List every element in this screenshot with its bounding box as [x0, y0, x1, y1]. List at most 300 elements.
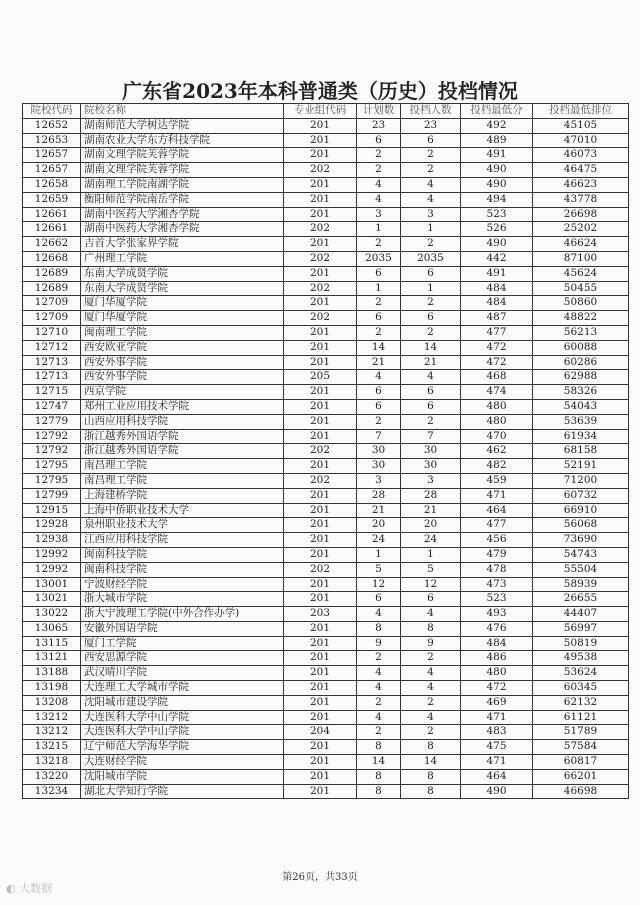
- cell-min-rank: 56997: [533, 621, 629, 636]
- cell-min-rank: 55504: [533, 562, 629, 577]
- table-row: [23, 399, 629, 414]
- table-row: [23, 459, 629, 474]
- cell-school-name: 浙大城市学院: [81, 592, 284, 607]
- cell-school-name: 浙大宁波理工学院(中外合作办学): [81, 607, 284, 622]
- cell-group-code: 203: [284, 607, 357, 622]
- cell-group-code: 201: [284, 429, 357, 444]
- cell-admitted-count: 4: [401, 607, 461, 622]
- cell-min-rank: 46475: [533, 163, 629, 178]
- cell-school-name: 辽宁师范大学海华学院: [81, 740, 284, 755]
- header-min-rank: 投档最低排位: [533, 104, 629, 119]
- cell-plan-count: 6: [357, 266, 401, 281]
- cell-min-score: 480: [461, 666, 533, 681]
- cell-min-score: 471: [461, 710, 533, 725]
- cell-min-score: 491: [461, 266, 533, 281]
- cell-min-score: 472: [461, 340, 533, 355]
- cell-group-code: 201: [284, 577, 357, 592]
- cell-admitted-count: 8: [401, 769, 461, 784]
- cell-school-code: 12792: [23, 444, 81, 459]
- cell-admitted-count: 2: [401, 325, 461, 340]
- cell-min-score: 477: [461, 518, 533, 533]
- cell-school-name: 衡阳师范学院南岳学院: [81, 192, 284, 207]
- cell-school-name: 湖南中医药大学湘杏学院: [81, 222, 284, 237]
- cell-group-code: 202: [284, 163, 357, 178]
- cell-min-rank: 60088: [533, 340, 629, 355]
- table-row: [23, 192, 629, 207]
- cell-plan-count: 30: [357, 459, 401, 474]
- cell-admitted-count: 5: [401, 562, 461, 577]
- cell-school-code: 13065: [23, 621, 81, 636]
- cell-group-code: 201: [284, 592, 357, 607]
- cell-school-code: 12928: [23, 518, 81, 533]
- table-row: [23, 533, 629, 548]
- admission-table: [22, 103, 629, 799]
- table-row: [23, 695, 629, 710]
- cell-school-name: 南昌理工学院: [81, 459, 284, 474]
- header-group-code: 专业组代码: [284, 104, 357, 119]
- cell-group-code: 201: [284, 533, 357, 548]
- cell-group-code: 201: [284, 710, 357, 725]
- cell-min-score: 479: [461, 547, 533, 562]
- cell-min-score: 464: [461, 503, 533, 518]
- cell-min-rank: 61121: [533, 710, 629, 725]
- cell-plan-count: 7: [357, 429, 401, 444]
- cell-plan-count: 4: [357, 370, 401, 385]
- cell-school-code: 12992: [23, 562, 81, 577]
- cell-min-score: 484: [461, 636, 533, 651]
- cell-admitted-count: 2: [401, 148, 461, 163]
- table-row: [23, 311, 629, 326]
- cell-min-score: 490: [461, 177, 533, 192]
- cell-min-score: 487: [461, 311, 533, 326]
- cell-min-score: 459: [461, 473, 533, 488]
- cell-admitted-count: 3: [401, 473, 461, 488]
- cell-group-code: 201: [284, 192, 357, 207]
- cell-admitted-count: 23: [401, 118, 461, 133]
- cell-school-code: 12715: [23, 385, 81, 400]
- cell-group-code: 202: [284, 473, 357, 488]
- table-row: [23, 133, 629, 148]
- cell-group-code: 201: [284, 237, 357, 252]
- cell-school-code: 12792: [23, 429, 81, 444]
- cell-school-name: 南昌理工学院: [81, 473, 284, 488]
- cell-min-rank: 57584: [533, 740, 629, 755]
- cell-admitted-count: 6: [401, 592, 461, 607]
- table-row: [23, 296, 629, 311]
- cell-min-score: 471: [461, 755, 533, 770]
- cell-school-name: 东南大学成贤学院: [81, 281, 284, 296]
- cell-school-name: 西安外事学院: [81, 355, 284, 370]
- cell-school-name: 西京学院: [81, 385, 284, 400]
- cell-min-score: 483: [461, 725, 533, 740]
- table-row: [23, 636, 629, 651]
- cell-school-name: 湖南理工学院南湖学院: [81, 177, 284, 192]
- cell-plan-count: 5: [357, 562, 401, 577]
- cell-min-score: 477: [461, 325, 533, 340]
- cell-school-name: 闽南科技学院: [81, 547, 284, 562]
- cell-min-score: 480: [461, 414, 533, 429]
- cell-school-name: 大连理工大学城市学院: [81, 681, 284, 696]
- cell-plan-count: 20: [357, 518, 401, 533]
- cell-min-score: 472: [461, 355, 533, 370]
- cell-school-code: 12709: [23, 311, 81, 326]
- cell-admitted-count: 4: [401, 177, 461, 192]
- cell-group-code: 202: [284, 251, 357, 266]
- cell-admitted-count: 6: [401, 311, 461, 326]
- cell-admitted-count: 2: [401, 163, 461, 178]
- cell-admitted-count: 24: [401, 533, 461, 548]
- page-title: 广东省2023年本科普通类（历史）投档情况: [122, 79, 518, 103]
- table-row: [23, 666, 629, 681]
- cell-group-code: 201: [284, 784, 357, 799]
- table-row: [23, 222, 629, 237]
- cell-min-rank: 50860: [533, 296, 629, 311]
- cell-admitted-count: 12: [401, 577, 461, 592]
- header-school-name: 院校名称: [81, 104, 284, 119]
- cell-min-rank: 66201: [533, 769, 629, 784]
- cell-plan-count: 21: [357, 503, 401, 518]
- cell-school-code: 12992: [23, 547, 81, 562]
- cell-plan-count: 6: [357, 385, 401, 400]
- table-row: [23, 769, 629, 784]
- cell-plan-count: 3: [357, 473, 401, 488]
- cell-group-code: 201: [284, 755, 357, 770]
- table-row: [23, 488, 629, 503]
- cell-min-score: 482: [461, 459, 533, 474]
- cell-school-name: 厦门工学院: [81, 636, 284, 651]
- cell-min-score: 480: [461, 399, 533, 414]
- cell-group-code: 201: [284, 666, 357, 681]
- table-row: [23, 651, 629, 666]
- table-row: [23, 118, 629, 133]
- cell-min-rank: 51789: [533, 725, 629, 740]
- cell-school-name: 厦门华厦学院: [81, 296, 284, 311]
- cell-school-code: 12795: [23, 473, 81, 488]
- cell-plan-count: 2: [357, 651, 401, 666]
- cell-min-rank: 50455: [533, 281, 629, 296]
- cell-school-name: 沈阳城市学院: [81, 769, 284, 784]
- cell-min-score: 494: [461, 192, 533, 207]
- cell-school-code: 12689: [23, 266, 81, 281]
- cell-min-score: 472: [461, 681, 533, 696]
- cell-plan-count: 30: [357, 444, 401, 459]
- cell-admitted-count: 6: [401, 266, 461, 281]
- table-body: [23, 118, 629, 799]
- cell-school-name: 泉州职业技术大学: [81, 518, 284, 533]
- table-row: [23, 281, 629, 296]
- cell-plan-count: 9: [357, 636, 401, 651]
- cell-school-code: 12795: [23, 459, 81, 474]
- cell-group-code: 201: [284, 325, 357, 340]
- cell-school-name: 大连医科大学中山学院: [81, 725, 284, 740]
- cell-min-score: 476: [461, 621, 533, 636]
- cell-min-score: 456: [461, 533, 533, 548]
- cell-plan-count: 2: [357, 725, 401, 740]
- cell-plan-count: 3: [357, 207, 401, 222]
- cell-min-score: 490: [461, 237, 533, 252]
- cell-group-code: 202: [284, 562, 357, 577]
- table-row: [23, 429, 629, 444]
- cell-min-score: 484: [461, 281, 533, 296]
- cell-group-code: 201: [284, 399, 357, 414]
- cell-min-rank: 56213: [533, 325, 629, 340]
- header-admitted: 投档人数: [401, 104, 461, 119]
- cell-min-rank: 46624: [533, 237, 629, 252]
- cell-admitted-count: 8: [401, 784, 461, 799]
- cell-min-rank: 62988: [533, 370, 629, 385]
- cell-admitted-count: 6: [401, 385, 461, 400]
- table-row: [23, 562, 629, 577]
- table-row: [23, 163, 629, 178]
- table-row: [23, 547, 629, 562]
- header-school-code: 院校代码: [23, 104, 81, 119]
- cell-school-code: 12661: [23, 207, 81, 222]
- cell-min-score: 469: [461, 695, 533, 710]
- table-header-row: [23, 104, 629, 119]
- cell-min-score: 442: [461, 251, 533, 266]
- cell-plan-count: 4: [357, 607, 401, 622]
- cell-group-code: 204: [284, 725, 357, 740]
- cell-admitted-count: 8: [401, 621, 461, 636]
- cell-school-code: 13188: [23, 666, 81, 681]
- cell-plan-count: 2: [357, 148, 401, 163]
- cell-min-score: 471: [461, 488, 533, 503]
- cell-min-rank: 87100: [533, 251, 629, 266]
- cell-group-code: 202: [284, 222, 357, 237]
- cell-school-code: 13212: [23, 725, 81, 740]
- cell-min-rank: 44407: [533, 607, 629, 622]
- cell-admitted-count: 21: [401, 503, 461, 518]
- cell-plan-count: 2: [357, 695, 401, 710]
- table-row: [23, 444, 629, 459]
- cell-school-name: 闽南科技学院: [81, 562, 284, 577]
- cell-school-code: 13198: [23, 681, 81, 696]
- cell-plan-count: 8: [357, 784, 401, 799]
- table-row: [23, 577, 629, 592]
- cell-group-code: 201: [284, 414, 357, 429]
- cell-min-rank: 43778: [533, 192, 629, 207]
- cell-admitted-count: 7: [401, 429, 461, 444]
- cell-school-code: 12662: [23, 237, 81, 252]
- table-row: [23, 607, 629, 622]
- cell-school-name: 闽南理工学院: [81, 325, 284, 340]
- cell-group-code: 201: [284, 459, 357, 474]
- table-row: [23, 518, 629, 533]
- cell-min-score: 523: [461, 207, 533, 222]
- cell-school-name: 上海建桥学院: [81, 488, 284, 503]
- cell-school-code: 12689: [23, 281, 81, 296]
- table-row: [23, 681, 629, 696]
- cell-group-code: 201: [284, 133, 357, 148]
- cell-school-code: 13220: [23, 769, 81, 784]
- cell-group-code: 202: [284, 311, 357, 326]
- cell-min-score: 489: [461, 133, 533, 148]
- table-row: [23, 385, 629, 400]
- cell-school-name: 西安欧亚学院: [81, 340, 284, 355]
- cell-school-code: 12713: [23, 370, 81, 385]
- cell-min-rank: 26655: [533, 592, 629, 607]
- cell-admitted-count: 28: [401, 488, 461, 503]
- table-row: [23, 325, 629, 340]
- cell-min-score: 493: [461, 607, 533, 622]
- cell-plan-count: 4: [357, 681, 401, 696]
- table-row: [23, 725, 629, 740]
- cell-school-code: 12661: [23, 222, 81, 237]
- cell-school-name: 宁波财经学院: [81, 577, 284, 592]
- cell-min-rank: 58939: [533, 577, 629, 592]
- cell-admitted-count: 2: [401, 695, 461, 710]
- cell-admitted-count: 4: [401, 370, 461, 385]
- cell-plan-count: 8: [357, 621, 401, 636]
- watermark-logo: ◐ 大数据: [6, 882, 53, 895]
- cell-min-rank: 71200: [533, 473, 629, 488]
- table-row: [23, 177, 629, 192]
- cell-admitted-count: 14: [401, 340, 461, 355]
- table-row: [23, 266, 629, 281]
- cell-min-rank: 46623: [533, 177, 629, 192]
- cell-group-code: 201: [284, 266, 357, 281]
- cell-admitted-count: 1: [401, 547, 461, 562]
- table-row: [23, 370, 629, 385]
- cell-school-code: 13212: [23, 710, 81, 725]
- cell-school-name: 湖南农业大学东方科技学院: [81, 133, 284, 148]
- cell-admitted-count: 2: [401, 725, 461, 740]
- cell-min-rank: 48822: [533, 311, 629, 326]
- cell-min-score: 526: [461, 222, 533, 237]
- cell-school-name: 东南大学成贤学院: [81, 266, 284, 281]
- cell-plan-count: 1: [357, 547, 401, 562]
- cell-school-name: 武汉晴川学院: [81, 666, 284, 681]
- table-row: [23, 148, 629, 163]
- cell-group-code: 202: [284, 281, 357, 296]
- cell-group-code: 201: [284, 695, 357, 710]
- cell-min-rank: 47010: [533, 133, 629, 148]
- cell-min-score: 490: [461, 163, 533, 178]
- cell-plan-count: 2: [357, 296, 401, 311]
- cell-plan-count: 1: [357, 222, 401, 237]
- cell-min-score: 462: [461, 444, 533, 459]
- cell-school-name: 大连医科大学中山学院: [81, 710, 284, 725]
- cell-school-code: 12657: [23, 163, 81, 178]
- cell-school-code: 12652: [23, 118, 81, 133]
- cell-min-rank: 60732: [533, 488, 629, 503]
- cell-min-rank: 46698: [533, 784, 629, 799]
- table-row: [23, 237, 629, 252]
- cell-min-rank: 54043: [533, 399, 629, 414]
- cell-group-code: 201: [284, 385, 357, 400]
- cell-plan-count: 12: [357, 577, 401, 592]
- cell-min-rank: 73690: [533, 533, 629, 548]
- cell-plan-count: 1: [357, 281, 401, 296]
- cell-school-code: 13001: [23, 577, 81, 592]
- cell-min-rank: 66910: [533, 503, 629, 518]
- cell-plan-count: 4: [357, 177, 401, 192]
- cell-school-name: 湖南中医药大学湘杏学院: [81, 207, 284, 222]
- table-row: [23, 340, 629, 355]
- cell-school-code: 13208: [23, 695, 81, 710]
- cell-plan-count: 6: [357, 311, 401, 326]
- table-row: [23, 621, 629, 636]
- cell-school-code: 12938: [23, 533, 81, 548]
- cell-admitted-count: 6: [401, 399, 461, 414]
- cell-admitted-count: 4: [401, 710, 461, 725]
- cell-min-score: 474: [461, 385, 533, 400]
- cell-min-score: 473: [461, 577, 533, 592]
- cell-school-name: 厦门华厦学院: [81, 311, 284, 326]
- cell-plan-count: 4: [357, 710, 401, 725]
- cell-group-code: 201: [284, 207, 357, 222]
- cell-school-name: 安徽外国语学院: [81, 621, 284, 636]
- cell-school-code: 13234: [23, 784, 81, 799]
- cell-min-rank: 49538: [533, 651, 629, 666]
- cell-min-score: 484: [461, 296, 533, 311]
- cell-min-score: 468: [461, 370, 533, 385]
- cell-min-score: 492: [461, 118, 533, 133]
- cell-min-rank: 25202: [533, 222, 629, 237]
- cell-group-code: 201: [284, 636, 357, 651]
- cell-group-code: 202: [284, 444, 357, 459]
- cell-min-score: 464: [461, 769, 533, 784]
- cell-group-code: 201: [284, 621, 357, 636]
- cell-school-code: 12799: [23, 488, 81, 503]
- cell-school-name: 浙江越秀外国语学院: [81, 444, 284, 459]
- cell-group-code: 201: [284, 681, 357, 696]
- table-row: [23, 740, 629, 755]
- cell-group-code: 201: [284, 518, 357, 533]
- cell-plan-count: 28: [357, 488, 401, 503]
- table-row: [23, 784, 629, 799]
- cell-plan-count: 24: [357, 533, 401, 548]
- cell-admitted-count: 30: [401, 459, 461, 474]
- cell-group-code: 201: [284, 651, 357, 666]
- cell-school-code: 12657: [23, 148, 81, 163]
- cell-school-name: 湖南文理学院芙蓉学院: [81, 148, 284, 163]
- cell-plan-count: 21: [357, 355, 401, 370]
- table-row: [23, 755, 629, 770]
- cell-school-name: 吉首大学张家界学院: [81, 237, 284, 252]
- cell-min-score: 523: [461, 592, 533, 607]
- cell-admitted-count: 2035: [401, 251, 461, 266]
- cell-plan-count: 6: [357, 592, 401, 607]
- cell-group-code: 201: [284, 547, 357, 562]
- cell-school-name: 郑州工业应用技术学院: [81, 399, 284, 414]
- cell-plan-count: 2: [357, 414, 401, 429]
- cell-min-rank: 62132: [533, 695, 629, 710]
- cell-min-score: 478: [461, 562, 533, 577]
- table-row: [23, 414, 629, 429]
- cell-plan-count: 4: [357, 666, 401, 681]
- cell-school-name: 湖南师范大学树达学院: [81, 118, 284, 133]
- cell-min-score: 490: [461, 784, 533, 799]
- cell-min-score: 475: [461, 740, 533, 755]
- cell-group-code: 201: [284, 118, 357, 133]
- cell-plan-count: 2: [357, 325, 401, 340]
- cell-group-code: 201: [284, 296, 357, 311]
- cell-school-code: 12659: [23, 192, 81, 207]
- cell-school-code: 12710: [23, 325, 81, 340]
- cell-group-code: 201: [284, 177, 357, 192]
- cell-school-code: 12712: [23, 340, 81, 355]
- cell-school-name: 江西应用科技学院: [81, 533, 284, 548]
- cell-admitted-count: 9: [401, 636, 461, 651]
- cell-school-code: 12779: [23, 414, 81, 429]
- cell-min-rank: 46073: [533, 148, 629, 163]
- cell-admitted-count: 21: [401, 355, 461, 370]
- cell-school-name: 大连财经学院: [81, 755, 284, 770]
- cell-plan-count: 6: [357, 133, 401, 148]
- cell-school-code: 12653: [23, 133, 81, 148]
- cell-plan-count: 8: [357, 740, 401, 755]
